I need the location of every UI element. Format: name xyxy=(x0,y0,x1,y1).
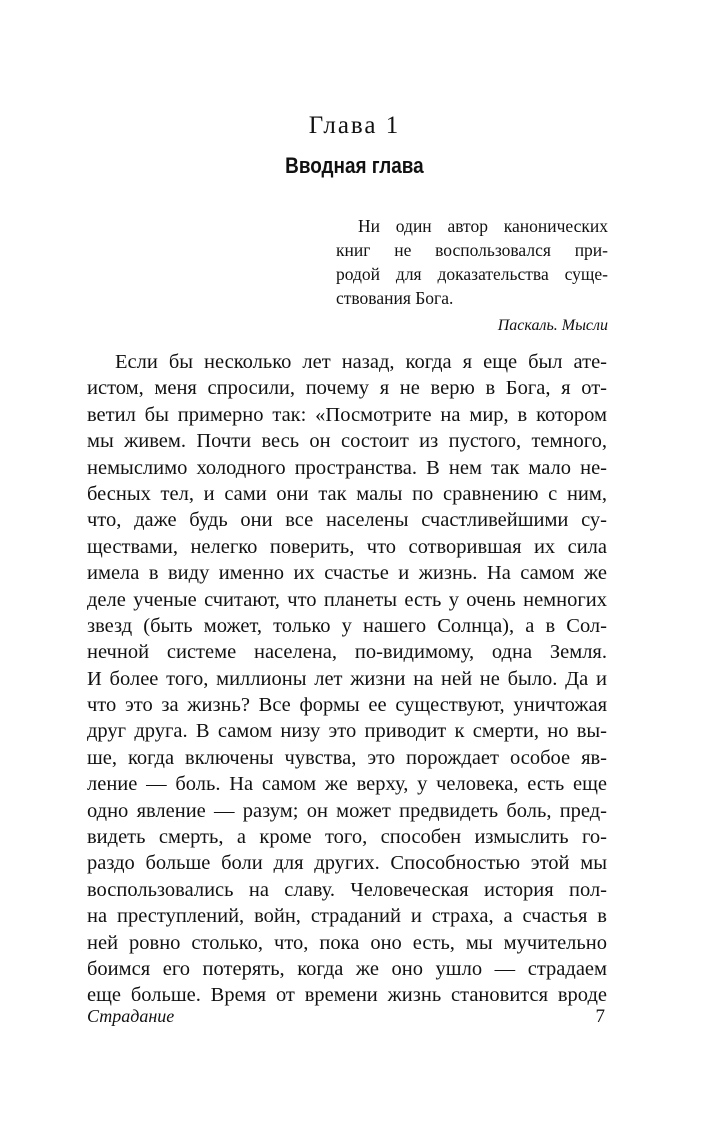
body-line: раздо больше боли для других. Способностью этой мы xyxy=(87,852,607,875)
body-line: немыслимо холодного пространства. В нем так мало не- xyxy=(87,456,607,479)
chapter-title: Вводная глава xyxy=(285,153,424,178)
epigraph-line: родой для доказательства суще- xyxy=(336,264,608,284)
body-line: истом, меня спросили, почему я не верю в Бога, я от- xyxy=(87,377,607,400)
body-line: друг друга. В самом низу это приводит к смерти, но вы- xyxy=(87,720,607,743)
body-line: И более того, миллионы лет жизни на ней не было. Да и xyxy=(87,667,607,690)
body-line: ществами, нелегко поверить, что сотворившая их сила xyxy=(87,535,607,558)
epigraph-line: книг не воспользовался при- xyxy=(336,240,608,260)
body-line: деле ученые считают, что планеты есть у очень немногих xyxy=(87,588,607,611)
running-footer-section: Страдание xyxy=(87,1006,175,1026)
epigraph-line: ствования Бога. xyxy=(336,288,454,308)
body-line: звезд (быть может, только у нашего Солнца), а в Сол- xyxy=(87,614,607,637)
body-line: видеть смерть, а кроме того, способен измыслить го- xyxy=(87,826,607,849)
body-line: ней ровно столько, что, пока оно есть, мы мучительно xyxy=(87,931,607,954)
epigraph-line: Ни один автор канонических xyxy=(358,216,608,236)
body-line: ление — боль. На самом же верху, у человека, есть еще xyxy=(87,773,607,796)
epigraph-source: Паскаль. Мысли xyxy=(497,317,608,334)
body-text xyxy=(87,349,607,1009)
body-line: бесных тел, и сами они так малы по сравнению с ним, xyxy=(87,482,607,505)
body-line: мы живем. Почти весь он состоит из пустого, темного, xyxy=(87,430,607,453)
chapter-label: Глава 1 xyxy=(308,112,401,139)
body-line: ветил бы примерно так: «Посмотрите на мир, в котором xyxy=(87,403,607,426)
epigraph xyxy=(336,214,608,338)
body-line: что это за жизнь? Все формы ее существуют, уничтожая xyxy=(87,694,607,717)
body-line: еще больше. Время от времени жизнь становится вроде xyxy=(87,984,607,1007)
body-line: ше, когда включены чувства, это порождает особое яв- xyxy=(87,746,607,769)
body-line: боимся его потерять, когда же оно ушло — страдаем xyxy=(87,957,607,980)
page-number: 7 xyxy=(595,1006,605,1027)
body-line: имела в виду именно их счастье и жизнь. На самом же xyxy=(87,562,607,585)
body-line: нечной системе населена, по-видимому, одна Земля. xyxy=(87,641,607,664)
body-line: Если бы несколько лет назад, когда я еще был ате- xyxy=(115,351,607,373)
body-line: на преступлений, войн, страданий и страха, а счастья в xyxy=(87,905,607,928)
body-line: воспользовались на славу. Человеческая история пол- xyxy=(87,878,607,901)
body-line: одно явление — разум; он может предвидеть боль, пред- xyxy=(87,799,607,822)
body-line: что, даже будь они все населены счастливейшими су- xyxy=(87,509,607,532)
